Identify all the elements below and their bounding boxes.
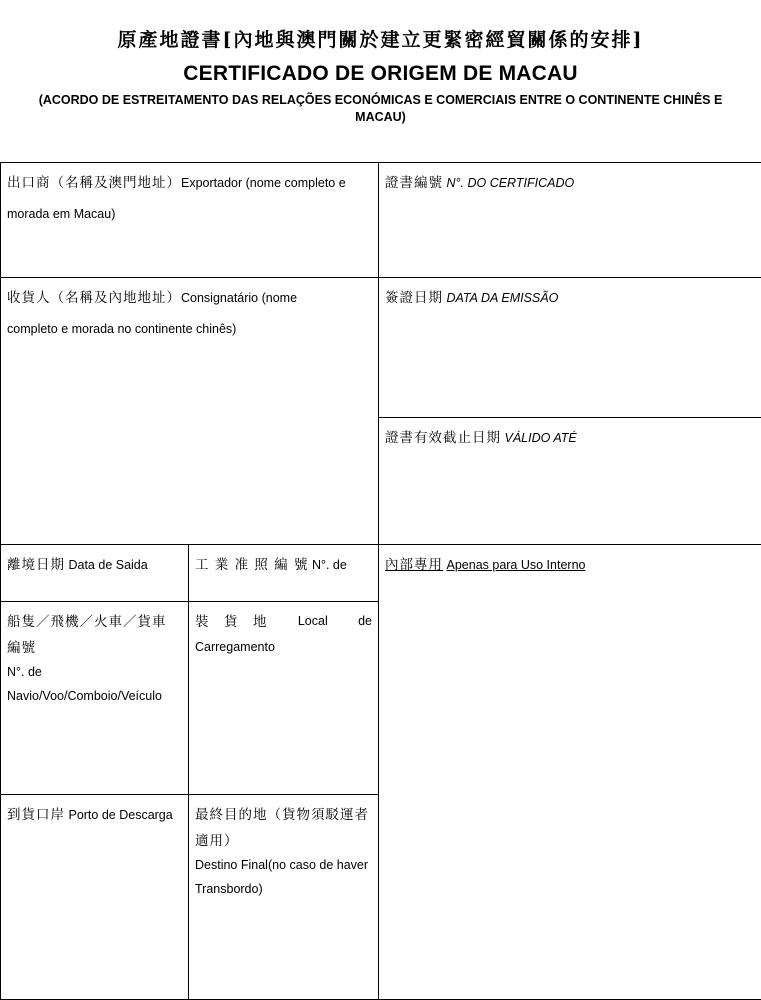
field-industrial-licence-label-pt: N°. de [312, 558, 347, 572]
field-loading-place-label-pt-de: de [358, 610, 372, 636]
field-consignee[interactable] [1, 278, 379, 545]
field-issue-date[interactable] [379, 278, 761, 418]
field-exporter-label-pt1: Exportador (nome completo e [181, 176, 346, 190]
page-title-portuguese: CERTIFICADO DE ORIGEM DE MACAU [12, 61, 749, 86]
field-issue-date-label-cn: 簽證日期 [385, 290, 443, 306]
field-loading-place-label-pt2: Carregamento [195, 640, 275, 654]
field-departure-date-label-cn: 離境日期 [7, 557, 65, 573]
field-final-destination-label-cn2: 適用） [195, 833, 239, 849]
field-valid-until[interactable] [379, 418, 761, 545]
field-industrial-licence[interactable] [189, 545, 379, 602]
field-certificate-number-label-cn: 證書編號 [385, 175, 443, 191]
table-row [1, 163, 761, 278]
field-transport-number-label-pt1: N°. de [7, 665, 42, 679]
field-valid-until-label-pt: VÁLIDO ATÉ [505, 431, 577, 445]
certificate-form-table [0, 162, 761, 1000]
page-subtitle-portuguese: (ACORDO DE ESTREITAMENTO DAS RELAÇÕES ECONÓMICAS E COMERCIAIS ENTRE O CONTINENTE CHINÊS E MACAU) [12, 92, 749, 126]
field-industrial-licence-label-cn: 工 業 准 照 編 號 [195, 557, 308, 573]
field-loading-place-label-pt: Local [298, 610, 328, 636]
field-certificate-number-label-pt: N°. DO CERTIFICADO [447, 176, 575, 190]
field-transport-number-label-cn1: 船隻／飛機／火車／貨車 [7, 614, 167, 630]
page-title-chinese: 原產地證書[內地與澳門關於建立更緊密經貿關係的安排] [12, 28, 749, 53]
field-consignee-label-cn: 收貨人（名稱及內地地址） [7, 290, 181, 306]
field-final-destination-label-pt2: Transbordo) [195, 882, 263, 896]
field-transport-number-label-pt2: Navio/Voo/Comboio/Veículo [7, 689, 162, 703]
field-exporter[interactable] [1, 163, 379, 278]
field-final-destination[interactable] [189, 795, 379, 1000]
field-departure-date-label-pt: Data de Saida [68, 558, 147, 572]
field-loading-place[interactable] [189, 602, 379, 795]
field-consignee-label-pt1: Consignatário (nome [181, 291, 297, 305]
field-exporter-label-pt2: morada em Macau) [7, 207, 115, 221]
field-consignee-label-pt2: completo e morada no continente chinês) [7, 322, 236, 336]
field-certificate-number[interactable] [379, 163, 761, 278]
table-row [1, 545, 761, 602]
field-discharge-port[interactable] [1, 795, 189, 1000]
table-row [1, 278, 761, 418]
field-discharge-port-label-cn: 到貨口岸 [7, 807, 65, 823]
field-internal-use-label-pt: Apenas para Uso Interno [447, 558, 586, 572]
field-issue-date-label-pt: DATA DA EMISSÃO [447, 291, 559, 305]
field-discharge-port-label-pt: Porto de Descarga [68, 808, 172, 822]
field-final-destination-label-pt1: Destino Final(no caso de haver [195, 858, 368, 872]
field-exporter-label-cn: 出口商（名稱及澳門地址） [7, 175, 181, 191]
document-header [0, 0, 761, 134]
field-valid-until-label-cn: 證書有效截止日期 [385, 430, 501, 446]
field-transport-number-label-cn2: 編號 [7, 640, 36, 656]
field-internal-use[interactable] [379, 545, 761, 1000]
field-departure-date[interactable] [1, 545, 189, 602]
field-transport-number[interactable] [1, 602, 189, 795]
field-internal-use-label-cn: 內部專用 [385, 557, 443, 573]
field-final-destination-label-cn1: 最終目的地（貨物須駁運者 [195, 807, 369, 823]
field-loading-place-label-cn: 裝 貨 地 [195, 610, 268, 636]
